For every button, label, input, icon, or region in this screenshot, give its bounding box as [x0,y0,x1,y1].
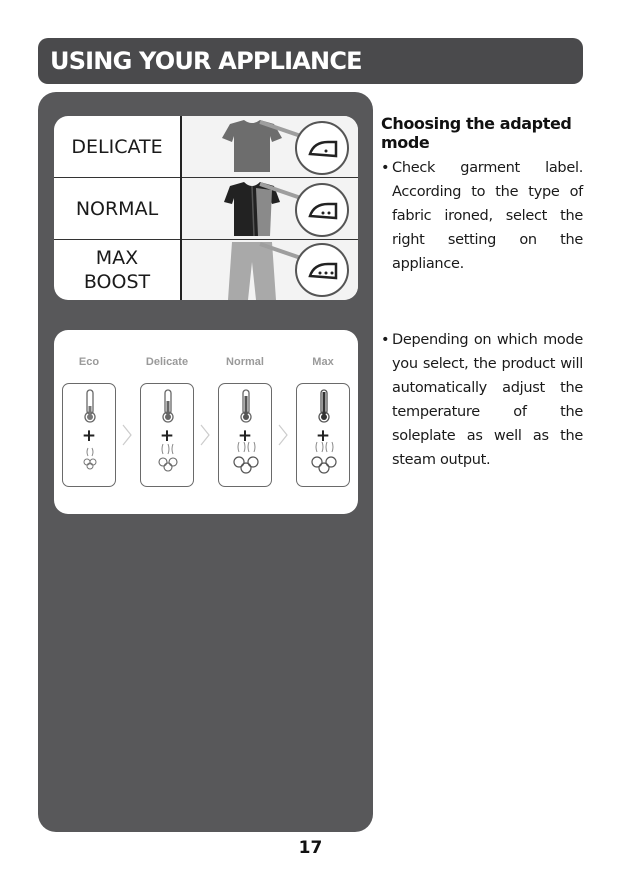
instruction-text: Depending on which mode you select, the product will automatically adjust the temperature of the soleplate as well as the steam output. [392,332,583,468]
temp-mode-label: Delicate [145,356,189,368]
tshirt-iron-illustration [182,116,358,177]
mode-label-delicate: DELICATE [71,135,163,158]
temp-mode-label: Eco [78,356,100,368]
steam-icon-level-3 [297,384,351,488]
temp-mode-delicate [132,330,202,514]
shirt-icon [182,178,358,239]
temp-mode-max [288,330,358,514]
steam-icon-level-1 [63,384,117,488]
mode-row-delicate [54,116,358,178]
mode-label-max-boost: MAX BOOST [83,247,151,293]
bullet-dot: • [381,332,390,348]
shirt-iron-illustration [182,178,358,239]
steam-icon-level-3 [219,384,273,488]
chevron-right-icon [200,424,210,446]
instructions-heading: Choosing the adapted mode [381,114,572,152]
chevron-right-icon [278,424,288,446]
page-number: 17 [298,838,323,858]
mode-row-normal [54,178,358,240]
temperature-modes-card [54,330,358,514]
instructions-column [381,114,583,468]
temp-mode-box [296,383,350,487]
temperature-plus: + [315,426,331,446]
temp-mode-label: Max [312,356,334,368]
modes-divider [180,116,182,300]
section-title: USING YOUR APPLIANCE [50,47,362,75]
temp-mode-label: Normal [226,356,264,368]
temp-mode-eco [54,330,124,514]
section-header [38,38,583,84]
trousers-icon [182,240,358,300]
modes-card [54,116,358,300]
trousers-iron-illustration [182,240,358,300]
instruction-bullet [381,156,583,276]
instruction-bullet [381,328,583,472]
temp-mode-box [218,383,272,487]
mode-label-normal: NORMAL [75,197,159,220]
bullet-dot: • [381,160,390,176]
instruction-text: Check garment label. According to the type of fabric ironed, select the right setting on the appliance. [392,160,583,272]
tshirt-icon [182,116,358,177]
temperature-plus: + [81,426,97,446]
steam-icon-level-2 [141,384,195,488]
chevron-right-icon [122,424,132,446]
temp-mode-box [62,383,116,487]
mode-row-max-boost [54,240,358,300]
temp-mode-box [140,383,194,487]
temperature-plus: + [159,426,175,446]
temperature-plus: + [237,426,253,446]
temp-mode-normal [210,330,280,514]
